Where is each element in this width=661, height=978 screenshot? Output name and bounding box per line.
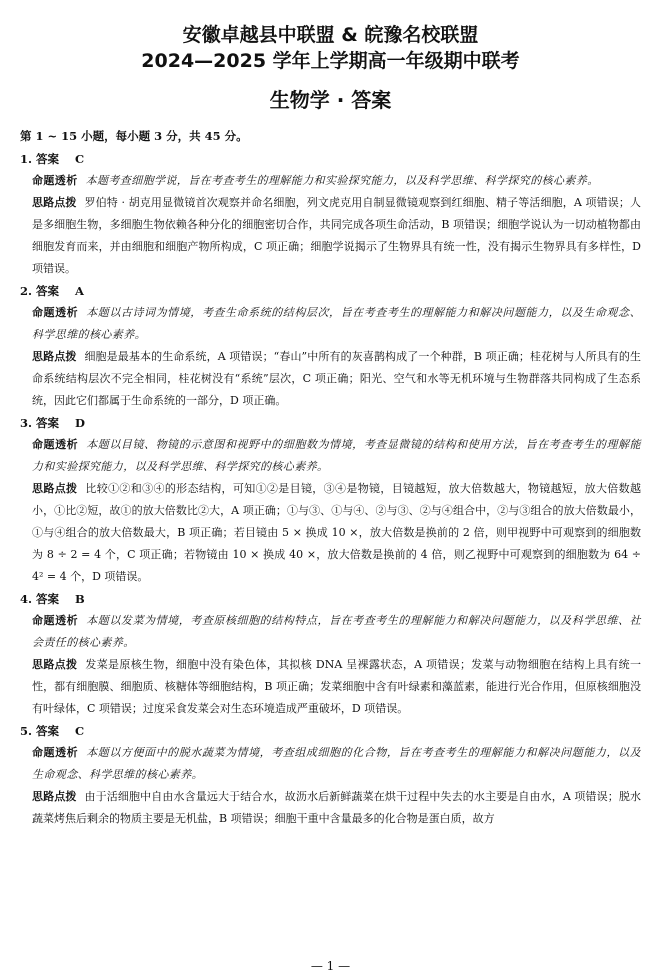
- insight-label: 命题透析: [32, 614, 79, 627]
- header-exam-title: 2024—2025 学年上学期高一年级期中联考: [141, 50, 520, 72]
- insight-paragraph: [20, 434, 641, 478]
- insight-label: 命题透析: [32, 174, 78, 187]
- question-number: 2.: [20, 284, 33, 298]
- insight-paragraph: [20, 742, 641, 786]
- hint-label: 思路点拨: [32, 196, 77, 209]
- insight-label: 命题透析: [32, 306, 79, 319]
- answer-label: 答案: [36, 416, 60, 430]
- answer-value: A: [75, 284, 84, 298]
- header-league-title: 安徽卓越县中联盟 & 皖豫名校联盟: [182, 24, 479, 46]
- hint-label: 思路点拨: [32, 790, 77, 803]
- insight-text: 本题以古诗词为情境，考查生命系统的结构层次，旨在考查考生的理解能力和解决问题能力，以及生命观念、科学思维的核心素养。: [32, 306, 641, 341]
- answer-line: [20, 589, 641, 610]
- insight-label: 命题透析: [32, 746, 79, 759]
- answer-value: C: [75, 724, 85, 738]
- insight-label: 命题透析: [32, 438, 79, 451]
- answer-label: 答案: [36, 152, 60, 166]
- question-item: [20, 721, 641, 830]
- hint-paragraph: [20, 346, 641, 412]
- hint-text: 比较①②和③④的形态结构，可知①②是目镜，③④是物镜，目镜越短，放大倍数越大，物镜越短，放大倍数越小，①比②短，故①的放大倍数比②大，A 项正确；①与③、①与④、②与③、②与④组合中，②与③组合的放大倍数最小，①与④组合的放大倍数最大，B 项正确；若目镜由 5 × 换成 10 ×，放大倍数是换前的 2 倍，则甲视野中可观察到的细胞数为 8 ÷ 2 = 4 个，C 项正确；若物镜由 10 × 换成 40 ×，放大倍数是换前的 4 倍，则乙视野中可观察到的细胞数为 64 ÷ 4² = 4 个，D 项错误。: [32, 482, 642, 583]
- answer-value: B: [75, 592, 85, 606]
- question-list: [20, 149, 641, 830]
- hint-paragraph: [20, 478, 641, 588]
- hint-label: 思路点拨: [32, 658, 78, 671]
- insight-text: 本题考查细胞学说，旨在考查考生的理解能力和实验探究能力，以及科学思维、科学探究的核心素养。: [85, 174, 599, 187]
- insight-text: 本题以目镜、物镜的示意图和视野中的细胞数为情境，考查显微镜的结构和使用方法，旨在考查考生的理解能力和实验探究能力，以及科学思维、科学探究的核心素养。: [32, 438, 641, 473]
- answer-line: [20, 149, 641, 170]
- header-subject-title: 生物学 · 答案: [269, 88, 392, 112]
- answer-label: 答案: [36, 284, 60, 298]
- hint-paragraph: [20, 192, 641, 280]
- hint-label: 思路点拨: [32, 482, 78, 495]
- question-item: [20, 149, 641, 280]
- answer-value: D: [75, 416, 86, 430]
- question-item: [20, 589, 641, 720]
- answer-label: 答案: [36, 724, 60, 738]
- hint-text: 细胞是最基本的生命系统，A 项错误；“春山”中所有的灰喜鹊构成了一个种群，B 项正确；桂花树与人所具有的生命系统结构层次不完全相同，桂花树没有“系统”层次，C 项正确；阳光、空气和水等无机环境与生物群落共同构成了生态系统，因此它们都属于生命系统的一部分，D 项正确。: [32, 350, 642, 407]
- answer-line: [20, 721, 641, 742]
- answer-line: [20, 281, 641, 302]
- question-item: [20, 413, 641, 588]
- page-number: — 1 —: [310, 959, 351, 973]
- hint-text: 由于活细胞中自由水含量远大于结合水，故沥水后新鲜蔬菜在烘干过程中失去的水主要是自由水，A 项错误；脱水蔬菜烤焦后剩余的物质主要是无机盐，B 项错误；细胞干重中含量最多的化合物是蛋白质，故方: [32, 790, 642, 825]
- hint-paragraph: [20, 654, 641, 720]
- hint-text: 发菜是原核生物，细胞中没有染色体，其拟核 DNA 呈裸露状态，A 项错误；发菜与动物细胞在结构上具有统一性，都有细胞膜、细胞质、核糖体等细胞结构，B 项正确；发菜细胞中含有叶绿素和藻蓝素，能进行光合作用，但原核细胞没有叶绿体，C 项错误；过度采食发菜会对生态环境造成严重破坏，D 项错误。: [32, 658, 642, 715]
- question-number: 1.: [20, 152, 33, 166]
- answer-label: 答案: [36, 592, 60, 606]
- question-item: [20, 281, 641, 412]
- hint-text: 罗伯特 · 胡克用显微镜首次观察并命名细胞，列文虎克用自制显微镜观察到红细胞、精子等活细胞，A 项错误；人是多细胞生物，多细胞生物依赖各种分化的细胞密切合作，共同完成各项生命活动，B 项错误；细胞学说认为一切动植物都由细胞发育而来，并由细胞和细胞产物所构成，C 项正确；细胞学说揭示了生物界具有统一性，没有揭示生物界具有多样性，D 项错误。: [32, 196, 641, 275]
- question-number: 3.: [20, 416, 33, 430]
- insight-text: 本题以方便面中的脱水蔬菜为情境，考查组成细胞的化合物，旨在考查考生的理解能力和解决问题能力，以及生命观念、科学思维的核心素养。: [32, 746, 641, 781]
- question-number: 4.: [20, 592, 33, 606]
- insight-paragraph: [20, 302, 641, 346]
- insight-paragraph: [20, 170, 641, 192]
- hint-paragraph: [20, 786, 641, 830]
- answer-line: [20, 413, 641, 434]
- insight-paragraph: [20, 610, 641, 654]
- answer-value: C: [75, 152, 85, 166]
- insight-text: 本题以发菜为情境，考查原核细胞的结构特点，旨在考查考生的理解能力和解决问题能力，以及科学思维、社会责任的核心素养。: [32, 614, 641, 649]
- question-number: 5.: [20, 724, 33, 738]
- hint-label: 思路点拨: [32, 350, 77, 363]
- scoring-intro: 第 1 ~ 15 小题，每小题 3 分，共 45 分。: [20, 129, 248, 143]
